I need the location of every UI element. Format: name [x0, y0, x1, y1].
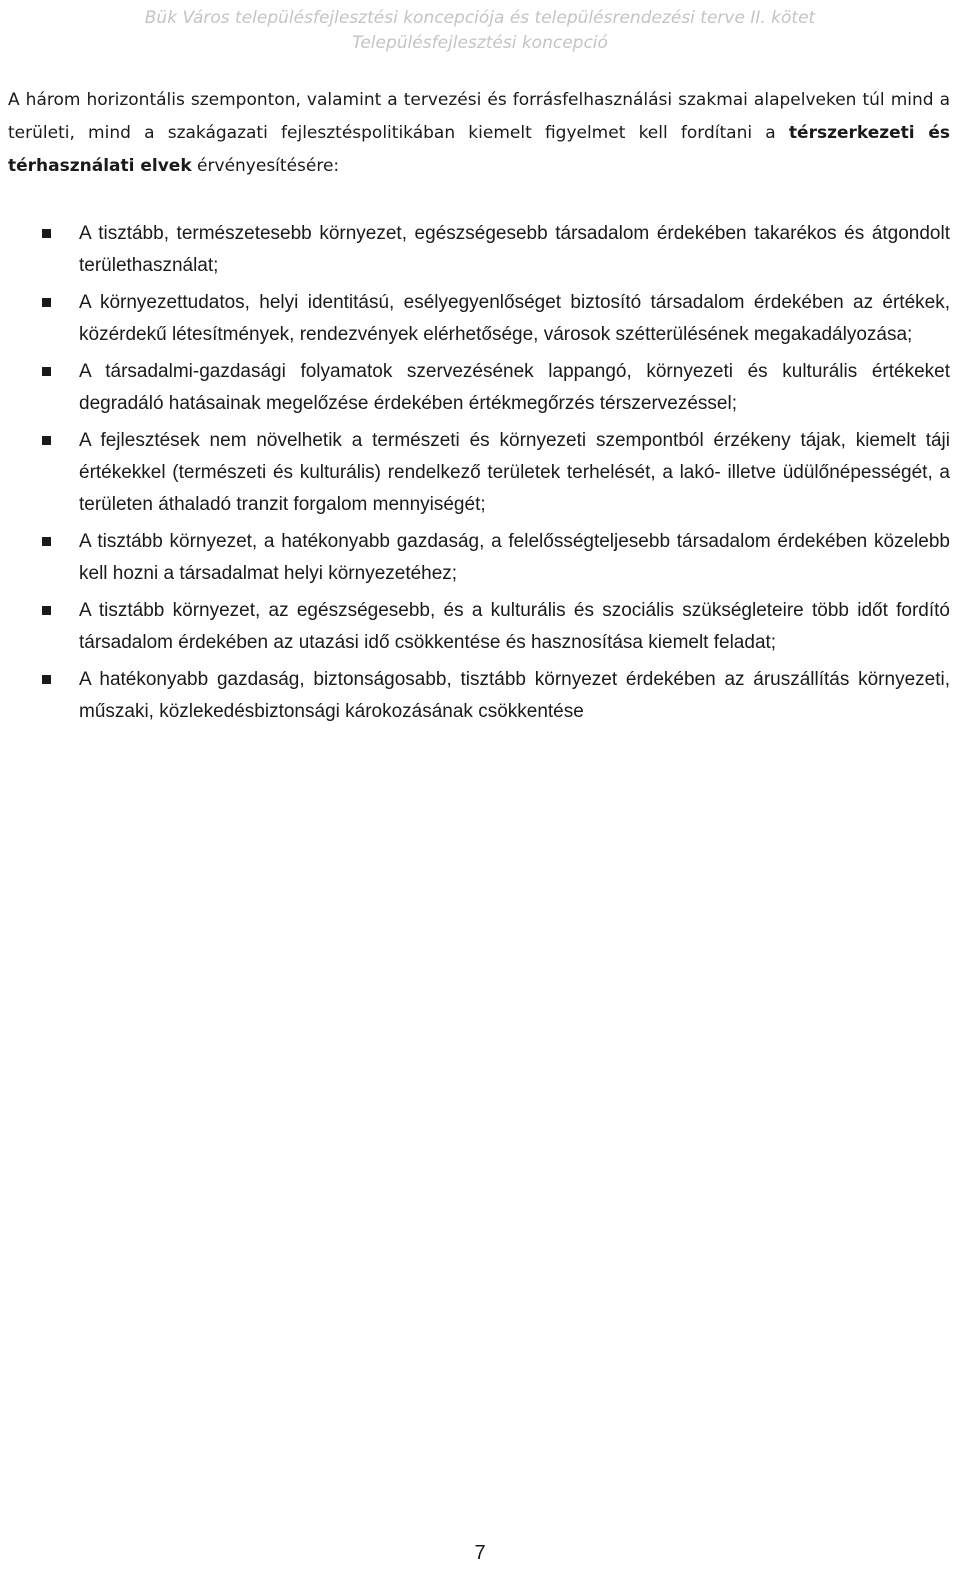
list-item: [0, 287, 950, 351]
section-title: Településfejlesztési koncepció: [352, 33, 608, 53]
intro-text-start: A három horizontális szemponton, valamint a tervezési és forrásfelhasználási szakmai alapelveken túl mind a területi, mind a szakágazati fejlesztéspolitikában kiemelt figyelmet kell fordítani a: [8, 90, 950, 143]
list-item-text: A környezettudatos, helyi identitású, esélyegyenlőséget biztosító társadalom érdekében az értékek, közérdekű létesítmények, rendezvények elérhetősége, városok szétterülésének megakadályozása;: [79, 292, 950, 345]
list-item: [0, 664, 950, 728]
intro-paragraph: [8, 84, 950, 183]
square-bullet-icon: [42, 367, 51, 376]
square-bullet-icon: [42, 229, 51, 238]
page-number: 7: [474, 1542, 486, 1564]
intro-text-end: érvényesítésére:: [191, 156, 340, 176]
list-item: [0, 595, 950, 659]
document-title: Bük Város településfejlesztési koncepciója és településrendezési terve II. kötet: [144, 8, 816, 28]
list-item: [0, 356, 950, 420]
square-bullet-icon: [42, 298, 51, 307]
list-item-text: A társadalmi-gazdasági folyamatok szervezésének lappangó, környezeti és kulturális értékeket degradáló hatásainak megelőzése érdekében értékmegőrzés térszervezéssel;: [79, 361, 950, 414]
list-item-text: A fejlesztések nem növelhetik a természeti és környezeti szempontból érzékeny tájak, kiemelt táji értékekkel (természeti és kulturális) rendelkező területek terhelését, a lakó- illetve üdülőnépességét, a területen áthaladó tranzit forgalom mennyiségét;: [79, 430, 950, 515]
list-item-text: A tisztább környezet, a hatékonyabb gazdaság, a felelősségteljesebb társadalom érdekében közelebb kell hozni a társadalmat helyi környezetéhez;: [79, 531, 950, 584]
principles-list: [0, 218, 950, 733]
intro-bold-phrase: térszerkezeti és térhasználati elvek: [8, 123, 950, 176]
running-header: [0, 6, 960, 56]
square-bullet-icon: [42, 436, 51, 445]
list-item-text: A hatékonyabb gazdaság, biztonságosabb, tisztább környezet érdekében az áruszállítás környezeti, műszaki, közlekedésbiztonsági károkozásának csökkentése: [79, 669, 950, 722]
square-bullet-icon: [42, 675, 51, 684]
list-item-text: A tisztább környezet, az egészségesebb, és a kulturális és szociális szükségleteire több időt fordító társadalom érdekében az utazási idő csökkentése és hasznosítása kiemelt feladat;: [79, 600, 950, 653]
list-item: [0, 218, 950, 282]
list-item: [0, 425, 950, 521]
square-bullet-icon: [42, 606, 51, 615]
list-item: [0, 526, 950, 590]
square-bullet-icon: [42, 537, 51, 546]
list-item-text: A tisztább, természetesebb környezet, egészségesebb társadalom érdekében takarékos és átgondolt területhasználat;: [79, 223, 950, 276]
